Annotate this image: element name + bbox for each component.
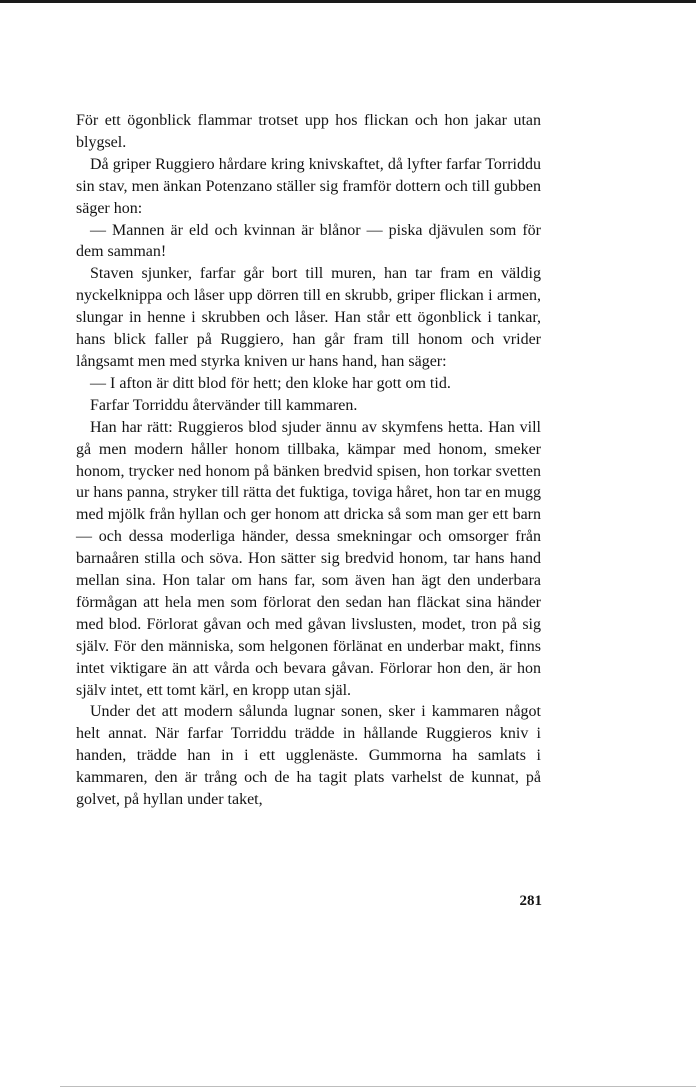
- paragraph: För ett ögonblick flammar trotset upp hos flickan och hon jakar utan blygsel.: [76, 112, 541, 151]
- page-top-edge: [0, 0, 696, 3]
- paragraph: — Mannen är eld och kvinnan är blånor — piska djävulen som för dem samman!: [76, 221, 541, 261]
- body-text: [76, 110, 541, 811]
- page-bottom-edge: [60, 1086, 696, 1087]
- paragraph: Staven sjunker, farfar går bort till muren, han tar fram en väldig nyckelknippa och låser upp dörren till en skrubb, griper flickan i armen, slungar in henne i skrubben och låser. Han står ett ögonblick i tankar, hans blick faller på Ruggiero, han går fram till honom och vrider långsamt men med styrka kniven ur hans hand, han säger:: [76, 265, 541, 370]
- paragraph: Farfar Torriddu återvänder till kammaren.: [90, 396, 358, 414]
- page-number: 281: [519, 893, 542, 909]
- paragraph: Då griper Ruggiero hårdare kring knivskaftet, då lyfter farfar Torriddu sin stav, men änkan Potenzano ställer sig framför dottern och till gubben säger hon:: [76, 155, 541, 217]
- paragraph: Han har rätt: Ruggieros blod sjuder ännu av skymfens hetta. Han vill gå men modern håller honom tillbaka, kämpar med honom, smeker honom, trycker ned honom på bänken bredvid spisen, hon torkar svetten ur hans panna, stryker till rätta det fuktiga, toviga håret, hon tar en mugg med mjölk från hyllan och ger honom att dricka så som man ger ett barn — och dessa moderliga händer, dessa smekningar och omsorger från barnaåren stilla och söva. Hon sätter sig bredvid honom, tar hans hand mellan sina. Hon talar om hans far, som även han ägt den underbara förmågan att hela men som förlorat den sedan han fläckat sina händer med blod. Förlorat gåvan och med gåvan livslusten, modet, tron på sig själv. För den människa, som helgonen förlänat en underbar makt, finns intet viktigare än att vårda och bevara gåvan. Förlorar hon den, är hon själv intet, ett tomt kärl, en kropp utan själ.: [76, 418, 541, 699]
- paragraph: — I afton är ditt blod för hett; den kloke har gott om tid.: [90, 374, 451, 392]
- paragraph: Under det att modern sålunda lugnar sonen, sker i kammaren något helt annat. När farfar Torriddu trädde in hållande Ruggieros kniv i handen, trädde han in i ett ugglenäste. Gummorna ha samlats i kammaren, den är trång och de ha tagit plats varhelst de kunnat, på golvet, på hyllan under taket,: [76, 703, 541, 809]
